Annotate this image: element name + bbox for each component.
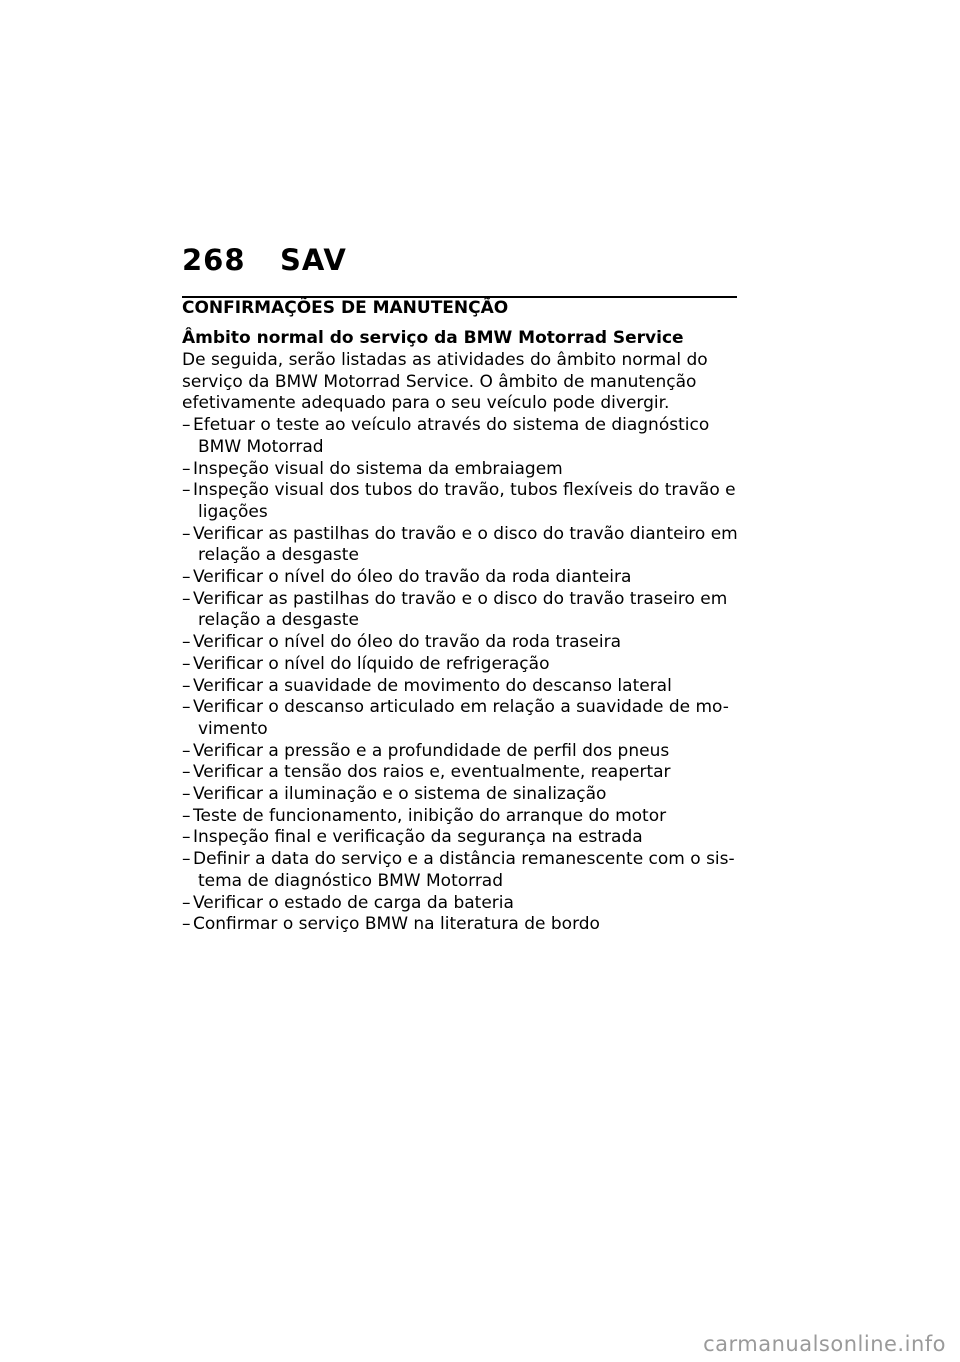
checklist-item-text: ligações — [198, 501, 268, 522]
intro-line: serviço da BMW Motorrad Service. O âmbito de manutenção — [182, 371, 697, 392]
checklist-item-text: relação a desgaste — [198, 610, 359, 631]
checklist-item — [182, 893, 742, 915]
checklist-item-text: Verificar o nível do líquido de refrigeração — [193, 653, 550, 674]
page-content — [182, 298, 742, 936]
checklist-item-text: Verificar o nível do óleo do travão da roda traseira — [193, 632, 621, 653]
checklist-item-text: Inspeção visual dos tubos do travão, tubos flexíveis do travão e — [193, 480, 736, 501]
checklist-item-text: Inspeção visual do sistema da embraiagem — [193, 458, 563, 479]
checklist-item — [182, 849, 742, 892]
checklist-item — [182, 914, 742, 936]
checklist-item-text: relação a desgaste — [198, 545, 359, 566]
dash-bullet: – — [182, 480, 191, 501]
dash-bullet: – — [182, 458, 191, 479]
intro-paragraph — [182, 350, 742, 415]
dash-bullet: – — [182, 697, 191, 718]
checklist-item-text: Verificar a pressão e a profundidade de perfil dos pneus — [193, 740, 670, 761]
checklist-item — [182, 480, 742, 523]
checklist-item-text: Confirmar o serviço BMW na literatura de bordo — [193, 914, 600, 935]
checklist-item-text: Verificar o estado de carga da bateria — [193, 892, 514, 913]
intro-line: De seguida, serão listadas as atividades do âmbito normal do — [182, 350, 708, 370]
checklist-item — [182, 589, 742, 632]
dash-bullet: – — [182, 523, 191, 544]
checklist-item-text: Verificar o descanso articulado em relação a suavidade de mo- — [193, 697, 729, 718]
subsection-title: Âmbito normal do serviço da BMW Motorrad Service — [182, 328, 684, 348]
page-header — [182, 240, 737, 298]
dash-bullet: – — [182, 415, 191, 436]
maintenance-checklist — [182, 415, 742, 936]
checklist-item-text: Verificar a tensão dos raios e, eventualmente, reapertar — [193, 762, 671, 783]
checklist-item-text: Verificar a iluminação e o sistema de sinalização — [193, 784, 607, 805]
checklist-item — [182, 459, 742, 481]
watermark: carmanualsonline.info — [703, 1332, 946, 1356]
section-title: CONFIRMAÇÕES DE MANUTENÇÃO — [182, 298, 509, 318]
checklist-item-text: Efetuar o teste ao veículo através do sistema de diagnóstico — [193, 415, 710, 436]
checklist-item-text: BMW Motorrad — [198, 436, 324, 457]
checklist-item-text: tema de diagnóstico BMW Motorrad — [198, 870, 504, 891]
page-number: 268 — [182, 243, 246, 277]
checklist-item-text: Verificar a suavidade de movimento do descanso lateral — [193, 675, 672, 696]
dash-bullet: – — [182, 588, 191, 609]
dash-bullet: – — [182, 892, 191, 913]
dash-bullet: – — [182, 740, 191, 761]
checklist-item — [182, 524, 742, 567]
checklist-item-text: Definir a data do serviço e a distância remanescente com o sis- — [193, 849, 735, 870]
checklist-item — [182, 806, 742, 828]
checklist-item-text: Verificar as pastilhas do travão e o disco do travão traseiro em — [193, 588, 728, 609]
checklist-item — [182, 415, 742, 458]
checklist-item — [182, 632, 742, 654]
checklist-item — [182, 676, 742, 698]
dash-bullet: – — [182, 567, 191, 588]
checklist-item — [182, 762, 742, 784]
checklist-item — [182, 784, 742, 806]
chapter-name: SAV — [280, 243, 347, 277]
dash-bullet: – — [182, 762, 191, 783]
checklist-item — [182, 654, 742, 676]
dash-bullet: – — [182, 805, 191, 826]
dash-bullet: – — [182, 632, 191, 653]
checklist-item — [182, 567, 742, 589]
checklist-item-text: Verificar as pastilhas do travão e o disco do travão dianteiro em — [193, 523, 738, 544]
dash-bullet: – — [182, 675, 191, 696]
intro-line: efetivamente adequado para o seu veículo pode divergir. — [182, 393, 670, 414]
checklist-item-text: Teste de funcionamento, inibição do arranque do motor — [193, 805, 667, 826]
checklist-item-text: vimento — [198, 718, 268, 739]
dash-bullet: – — [182, 914, 191, 935]
checklist-item — [182, 741, 742, 763]
dash-bullet: – — [182, 784, 191, 805]
dash-bullet: – — [182, 827, 191, 848]
dash-bullet: – — [182, 849, 191, 870]
checklist-item — [182, 697, 742, 740]
checklist-item-text: Inspeção final e verificação da segurança na estrada — [193, 827, 643, 848]
dash-bullet: – — [182, 653, 191, 674]
checklist-item — [182, 827, 742, 849]
checklist-item-text: Verificar o nível do óleo do travão da roda dianteira — [193, 567, 632, 588]
